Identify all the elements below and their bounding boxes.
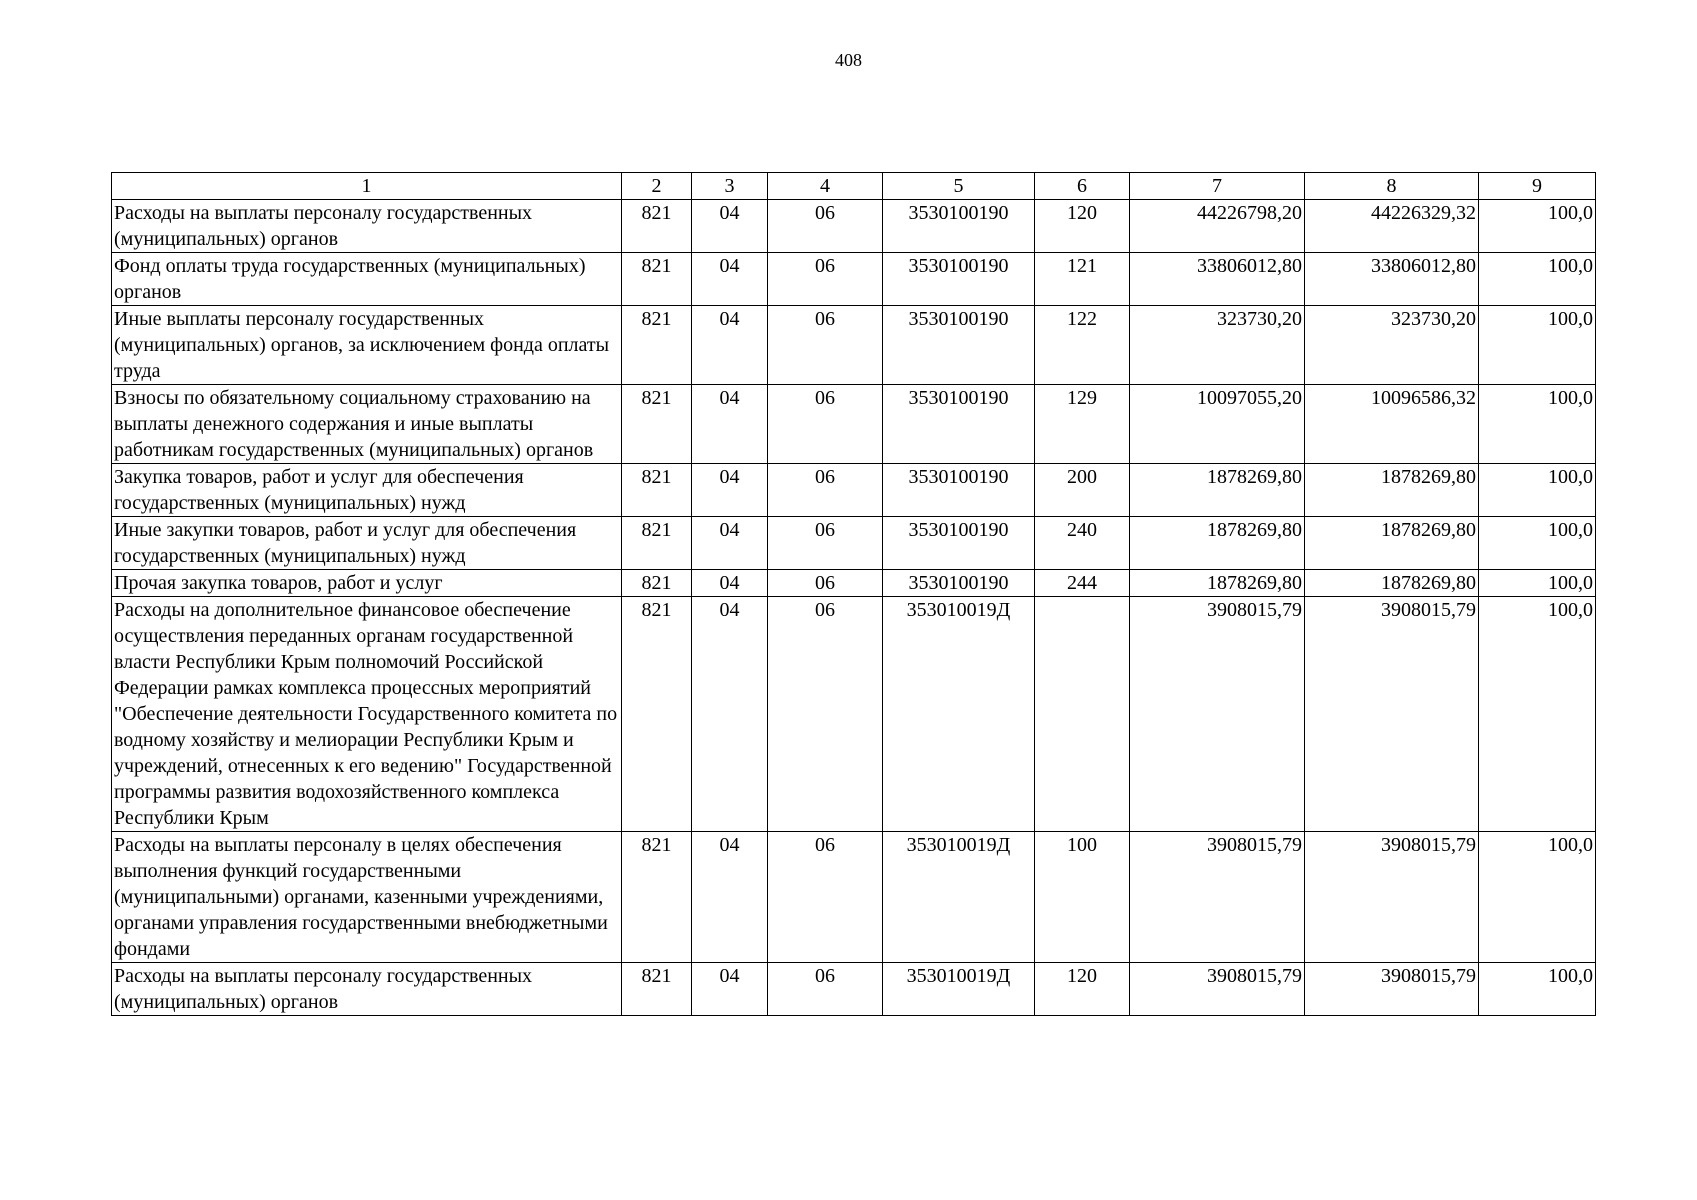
planned-amount-cell: 323730,20 [1130, 306, 1305, 385]
section-code-cell: 04 [692, 306, 768, 385]
planned-amount-cell: 1878269,80 [1130, 517, 1305, 570]
execution-percent-cell: 100,0 [1479, 464, 1596, 517]
planned-amount-cell: 44226798,20 [1130, 200, 1305, 253]
subsection-code-cell: 06 [768, 597, 883, 832]
subsection-code-cell: 06 [768, 306, 883, 385]
table-row [112, 570, 1596, 597]
table-row [112, 517, 1596, 570]
target-article-cell: 3530100190 [883, 253, 1035, 306]
execution-percent-cell: 100,0 [1479, 517, 1596, 570]
expense-name-cell: Иные закупки товаров, работ и услуг для обеспечения государственных (муниципальных) нужд [112, 517, 622, 570]
execution-percent-cell: 100,0 [1479, 832, 1596, 963]
table-row [112, 464, 1596, 517]
execution-percent-cell: 100,0 [1479, 597, 1596, 832]
executed-amount-cell: 1878269,80 [1305, 517, 1479, 570]
expense-type-cell: 244 [1035, 570, 1130, 597]
chapter-code-cell: 821 [622, 253, 692, 306]
chapter-code-cell: 821 [622, 385, 692, 464]
expense-type-cell: 129 [1035, 385, 1130, 464]
expense-name-cell: Закупка товаров, работ и услуг для обеспечения государственных (муниципальных) нужд [112, 464, 622, 517]
expense-name-cell: Расходы на выплаты персоналу государственных (муниципальных) органов [112, 200, 622, 253]
section-code-cell: 04 [692, 253, 768, 306]
target-article-cell: 3530100190 [883, 306, 1035, 385]
expense-type-cell: 100 [1035, 832, 1130, 963]
executed-amount-cell: 3908015,79 [1305, 963, 1479, 1016]
chapter-code-cell: 821 [622, 306, 692, 385]
budget-execution-table [111, 172, 1596, 1016]
executed-amount-cell: 3908015,79 [1305, 597, 1479, 832]
section-code-cell: 04 [692, 963, 768, 1016]
planned-amount-cell: 33806012,80 [1130, 253, 1305, 306]
executed-amount-cell: 44226329,32 [1305, 200, 1479, 253]
planned-amount-cell: 3908015,79 [1130, 832, 1305, 963]
executed-amount-cell: 1878269,80 [1305, 464, 1479, 517]
expense-name-cell: Взносы по обязательному социальному страхованию на выплаты денежного содержания и иные выплаты работникам государственных (муниципальных) органов [112, 385, 622, 464]
expense-name-cell: Прочая закупка товаров, работ и услуг [112, 570, 622, 597]
column-header: 9 [1479, 173, 1596, 200]
execution-percent-cell: 100,0 [1479, 963, 1596, 1016]
section-code-cell: 04 [692, 570, 768, 597]
expense-type-cell: 120 [1035, 963, 1130, 1016]
expense-type-cell [1035, 597, 1130, 832]
planned-amount-cell: 3908015,79 [1130, 597, 1305, 832]
target-article-cell: 3530100190 [883, 464, 1035, 517]
column-header: 5 [883, 173, 1035, 200]
chapter-code-cell: 821 [622, 200, 692, 253]
planned-amount-cell: 3908015,79 [1130, 963, 1305, 1016]
section-code-cell: 04 [692, 597, 768, 832]
column-header: 1 [112, 173, 622, 200]
expense-type-cell: 121 [1035, 253, 1130, 306]
target-article-cell: 353010019Д [883, 832, 1035, 963]
table-row [112, 253, 1596, 306]
table-row [112, 963, 1596, 1016]
expense-name-cell: Фонд оплаты труда государственных (муниципальных) органов [112, 253, 622, 306]
section-code-cell: 04 [692, 464, 768, 517]
planned-amount-cell: 10097055,20 [1130, 385, 1305, 464]
executed-amount-cell: 323730,20 [1305, 306, 1479, 385]
planned-amount-cell: 1878269,80 [1130, 464, 1305, 517]
page-number: 408 [835, 50, 862, 70]
column-header: 7 [1130, 173, 1305, 200]
target-article-cell: 353010019Д [883, 597, 1035, 832]
table-row [112, 597, 1596, 832]
subsection-code-cell: 06 [768, 517, 883, 570]
execution-percent-cell: 100,0 [1479, 570, 1596, 597]
subsection-code-cell: 06 [768, 385, 883, 464]
chapter-code-cell: 821 [622, 963, 692, 1016]
target-article-cell: 353010019Д [883, 963, 1035, 1016]
section-code-cell: 04 [692, 832, 768, 963]
execution-percent-cell: 100,0 [1479, 385, 1596, 464]
target-article-cell: 3530100190 [883, 385, 1035, 464]
chapter-code-cell: 821 [622, 464, 692, 517]
executed-amount-cell: 1878269,80 [1305, 570, 1479, 597]
target-article-cell: 3530100190 [883, 517, 1035, 570]
table-body [112, 200, 1596, 1016]
chapter-code-cell: 821 [622, 517, 692, 570]
subsection-code-cell: 06 [768, 200, 883, 253]
subsection-code-cell: 06 [768, 464, 883, 517]
expense-type-cell: 200 [1035, 464, 1130, 517]
target-article-cell: 3530100190 [883, 200, 1035, 253]
execution-percent-cell: 100,0 [1479, 200, 1596, 253]
chapter-code-cell: 821 [622, 570, 692, 597]
expense-name-cell: Расходы на выплаты персоналу в целях обеспечения выполнения функций государственными (муниципальными) органами, казенными учреждениями, органами управления государственными внебюджетными фондами [112, 832, 622, 963]
section-code-cell: 04 [692, 517, 768, 570]
chapter-code-cell: 821 [622, 597, 692, 832]
column-header: 3 [692, 173, 768, 200]
table-row [112, 385, 1596, 464]
execution-percent-cell: 100,0 [1479, 306, 1596, 385]
column-number-header-row [112, 173, 1596, 200]
execution-percent-cell: 100,0 [1479, 253, 1596, 306]
expense-type-cell: 120 [1035, 200, 1130, 253]
column-header: 2 [622, 173, 692, 200]
subsection-code-cell: 06 [768, 570, 883, 597]
expense-type-cell: 240 [1035, 517, 1130, 570]
chapter-code-cell: 821 [622, 832, 692, 963]
table-row [112, 200, 1596, 253]
planned-amount-cell: 1878269,80 [1130, 570, 1305, 597]
expense-name-cell: Расходы на выплаты персоналу государственных (муниципальных) органов [112, 963, 622, 1016]
column-header: 8 [1305, 173, 1479, 200]
target-article-cell: 3530100190 [883, 570, 1035, 597]
column-header: 6 [1035, 173, 1130, 200]
subsection-code-cell: 06 [768, 253, 883, 306]
column-header: 4 [768, 173, 883, 200]
expense-type-cell: 122 [1035, 306, 1130, 385]
expense-name-cell: Расходы на дополнительное финансовое обеспечение осуществления переданных органам государственной власти Республики Крым полномочий Российской Федерации рамках комплекса процессных мероприятий "Обеспечение деятельности Государственного комитета по водному хозяйству и мелиорации Республики Крым и учреждений, отнесенных к его ведению" Государственной программы развития водохозяйственного комплекса Республики Крым [112, 597, 622, 832]
table-row [112, 832, 1596, 963]
executed-amount-cell: 33806012,80 [1305, 253, 1479, 306]
table-row [112, 306, 1596, 385]
executed-amount-cell: 10096586,32 [1305, 385, 1479, 464]
subsection-code-cell: 06 [768, 963, 883, 1016]
section-code-cell: 04 [692, 200, 768, 253]
section-code-cell: 04 [692, 385, 768, 464]
subsection-code-cell: 06 [768, 832, 883, 963]
expense-name-cell: Иные выплаты персоналу государственных (муниципальных) органов, за исключением фонда оплаты труда [112, 306, 622, 385]
executed-amount-cell: 3908015,79 [1305, 832, 1479, 963]
